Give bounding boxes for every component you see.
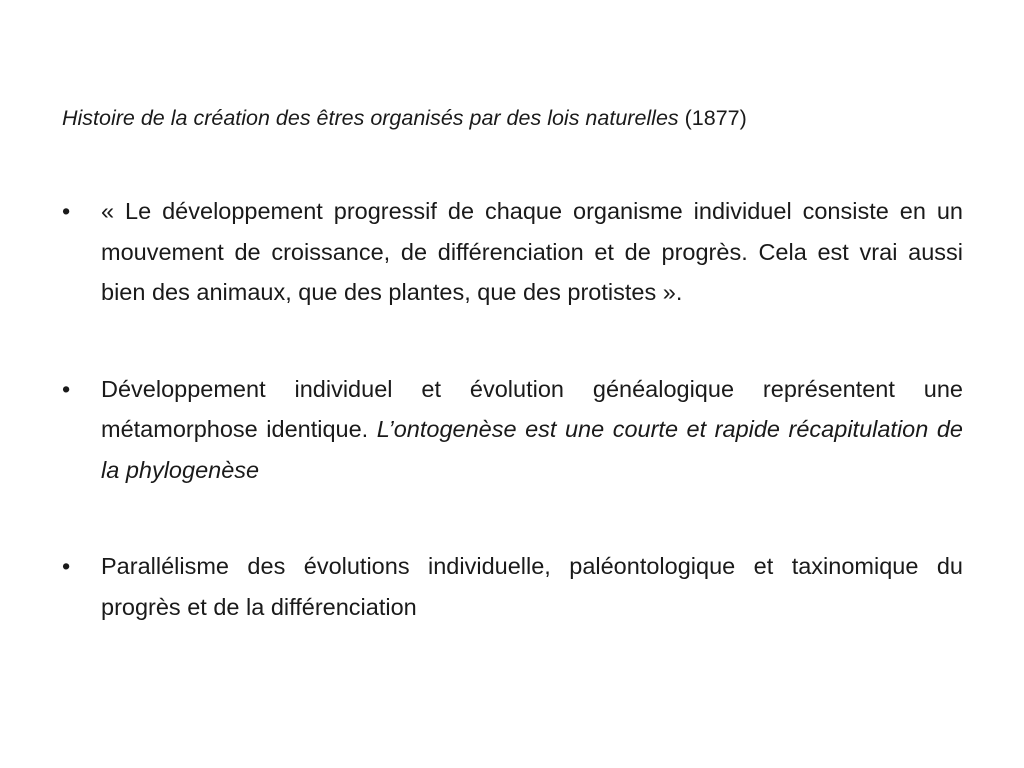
bullet-text: Développement individuel et évolution généalogique représentent une métamorphose identique.: [101, 375, 963, 442]
book-title: Histoire de la création des êtres organisés par des lois naturelles: [62, 106, 679, 130]
bullet-list: [62, 191, 963, 627]
bullet-text: « Le développement progressif de chaque organisme individuel consiste en un mouvement de croissance, de différenciation et de progrès. Cela est vrai aussi bien des animaux, que des plantes, que des protistes ».: [101, 198, 963, 305]
bullet-icon: •: [62, 198, 71, 224]
bullet-emphasis: L’ontogenèse est une courte et rapide récapitulation de la phylogenèse: [101, 416, 963, 483]
bullet-item-parallelism: [62, 546, 963, 627]
slide-title: [62, 101, 962, 135]
bullet-item-quote: [62, 191, 963, 313]
bullet-icon: •: [62, 375, 71, 402]
bullet-text: Parallélisme des évolutions individuelle, paléontologique et taxinomique du progrès et de la différenciation: [101, 553, 963, 620]
publication-year: (1877): [684, 106, 747, 130]
bullet-item-development: [62, 369, 963, 491]
bullet-icon: •: [62, 553, 71, 579]
